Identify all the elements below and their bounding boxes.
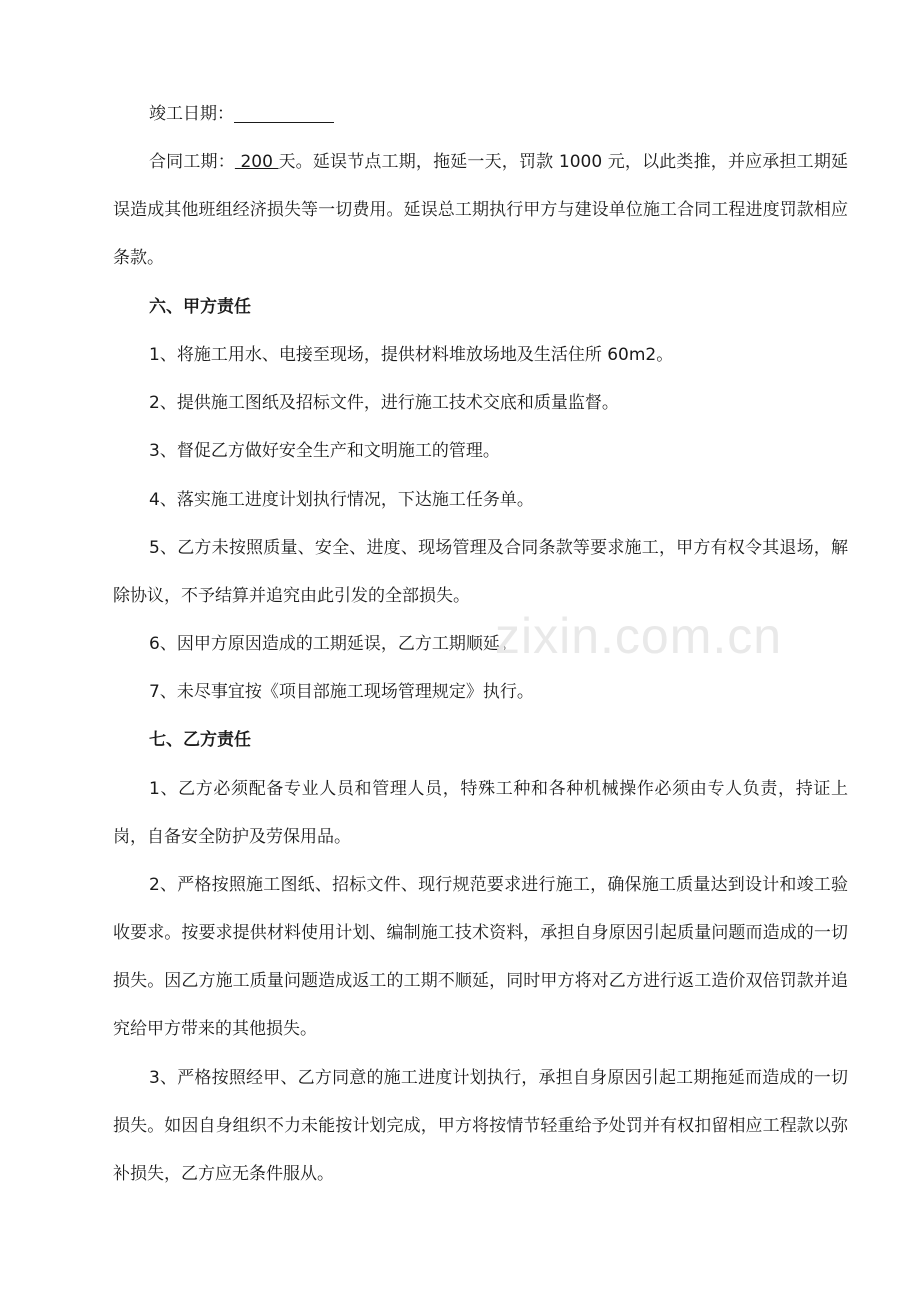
section-7-item-3: 3、严格按照经甲、乙方同意的施工进度计划执行，承担自身原因引起工期拖延而造成的一切损失。如因自身组织不力未能按计划完成，甲方将按情节轻重给予处罚并有权扣留相应工程款以弥补损失，乙方应无条件服从。 bbox=[113, 1068, 848, 1184]
section-6-item-2: 2、提供施工图纸及招标文件，进行施工技术交底和质量监督。 bbox=[149, 393, 619, 413]
completion-date-line bbox=[113, 90, 848, 138]
completion-date-label: 竣工日期： bbox=[149, 104, 234, 124]
section-6-item-3: 3、督促乙方做好安全生产和文明施工的管理。 bbox=[149, 441, 500, 461]
contract-period-label: 合同工期： bbox=[149, 152, 235, 172]
section-6-title: 六、甲方责任 bbox=[149, 297, 251, 317]
section-6-item-4: 4、落实施工进度计划执行情况，下达施工任务单。 bbox=[149, 490, 534, 510]
completion-date-blank bbox=[234, 102, 334, 123]
section-7-item-2: 2、严格按照施工图纸、招标文件、现行规范要求进行施工，确保施工质量达到设计和竣工验收要求。按要求提供材料使用计划、编制施工技术资料，承担自身原因引起质量问题而造成的一切损失。因乙方施工质量问题造成返工的工期不顺延，同时甲方将对乙方进行返工造价双倍罚款并追究给甲方带来的其他损失。 bbox=[113, 875, 848, 1039]
watermark: zixin.com.cn bbox=[495, 608, 783, 664]
section-6-item-1: 1、将施工用水、电接至现场，提供材料堆放场地及生活住所 60m2。 bbox=[149, 345, 674, 365]
contract-period-text: 天。延误节点工期，拖延一天，罚款 1000 元，以此类推，并应承担工期延误造成其他班组经济损失等一切费用。延误总工期执行甲方与建设单位施工合同工程进度罚款相应条款。 bbox=[113, 152, 849, 268]
section-7-item-1: 1、乙方必须配备专业人员和管理人员，特殊工种和各种机械操作必须由专人负责，持证上岗，自备安全防护及劳保用品。 bbox=[113, 779, 848, 847]
section-6-item-5: 5、乙方未按照质量、安全、进度、现场管理及合同条款等要求施工，甲方有权令其退场，解除协议，不予结算并追究由此引发的全部损失。 bbox=[113, 538, 848, 606]
contract-period-days: 200 bbox=[234, 152, 279, 172]
section-6-item-7: 7、未尽事宜按《项目部施工现场管理规定》执行。 bbox=[149, 682, 534, 702]
contract-period-paragraph bbox=[113, 138, 848, 282]
section-7-title: 七、乙方责任 bbox=[149, 730, 251, 750]
section-6-item-6: 6、因甲方原因造成的工期延误，乙方工期顺延。 bbox=[149, 634, 517, 654]
